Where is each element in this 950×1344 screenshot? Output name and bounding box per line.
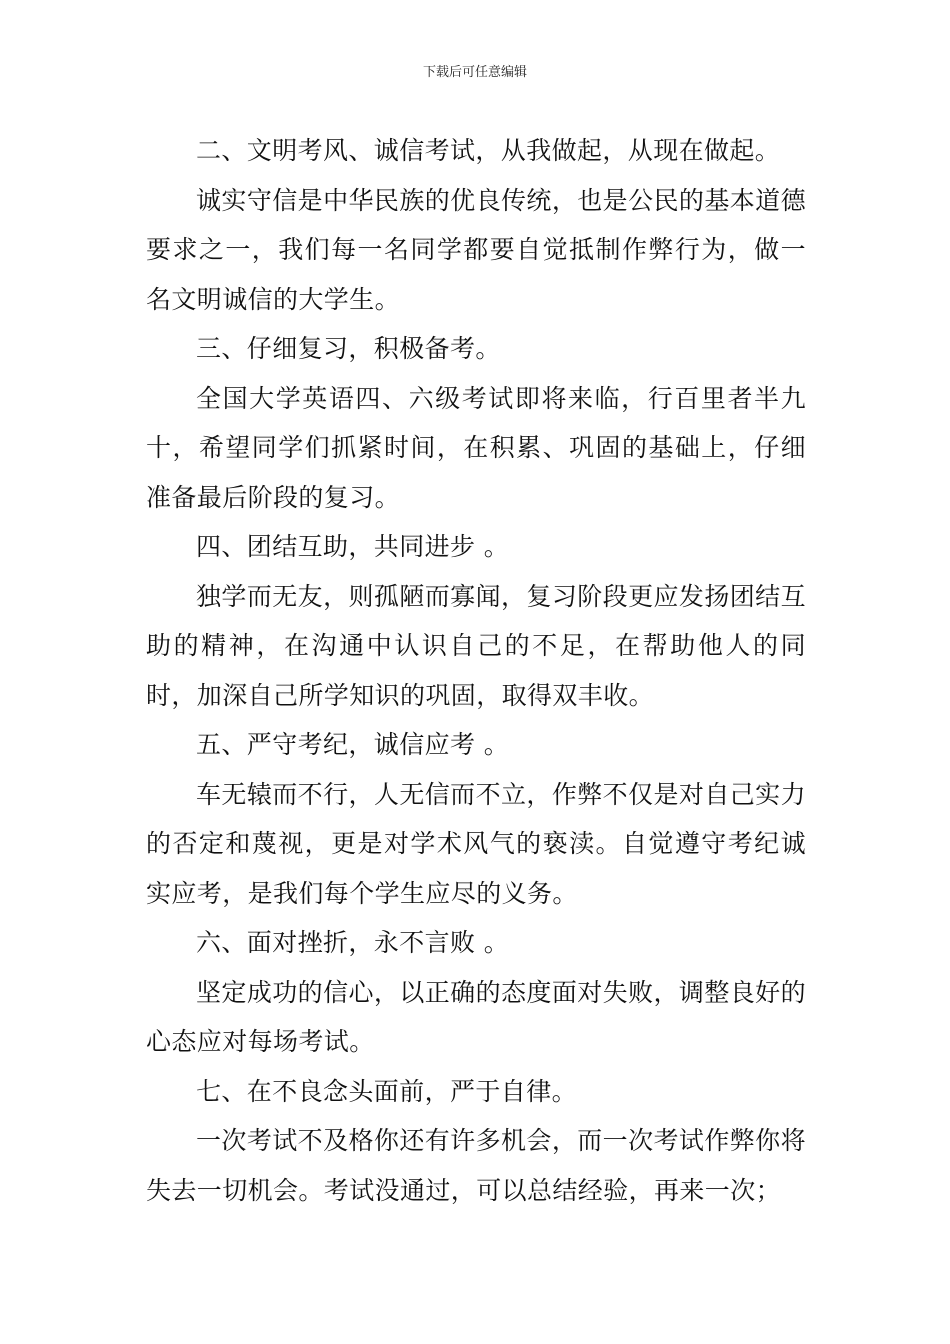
- section-heading-2: 二、文明考风、诚信考试，从我做起，从现在做起。: [196, 136, 781, 165]
- section-heading-3: 三、仔细复习，积极备考。: [196, 334, 501, 363]
- page-header-note: 下载后可任意编辑: [422, 65, 527, 80]
- paragraph-integrity: 诚实守信是中华民族的优良传统，也是公民的基本道德要求之一，我们每一名同学都要自觉抵制作弊行为，做一名文明诚信的大学生。: [146, 185, 806, 314]
- section-heading-7: 七、在不良念头面前，严于自律。: [196, 1076, 578, 1106]
- paragraph-self-discipline: 一次考试不及格你还有许多机会，而一次考试作弊你将失去一切机会。考试没通过，可以总结经验，再来一次；: [146, 1126, 806, 1205]
- paragraph-discipline: 车无辕而不行，人无信而不立，作弊不仅是对自己实力的否定和蔑视，更是对学术风气的亵渎。自觉遵守考纪诚实应考，是我们每个学生应尽的义务。: [146, 779, 806, 908]
- document-body: [146, 126, 806, 1215]
- section-heading-5: 五、严守考纪，诚信应考 。: [196, 730, 510, 759]
- paragraph-unity: 独学而无友，则孤陋而寡闻，复习阶段更应发扬团结互助的精神，在沟通中认识自己的不足，在帮助他人的同时，加深自己所学知识的巩固，取得双丰收。: [146, 581, 806, 710]
- paragraph-review: 全国大学英语四、六级考试即将来临，行百里者半九十，希望同学们抓紧时间，在积累、巩固的基础上，仔细准备最后阶段的复习。: [146, 383, 806, 512]
- section-heading-6: 六、面对挫折，永不言败 。: [196, 928, 510, 957]
- paragraph-confidence: 坚定成功的信心，以正确的态度面对失败，调整良好的心态应对每场考试。: [146, 977, 806, 1056]
- section-heading-4: 四、团结互助，共同进步 。: [196, 532, 510, 561]
